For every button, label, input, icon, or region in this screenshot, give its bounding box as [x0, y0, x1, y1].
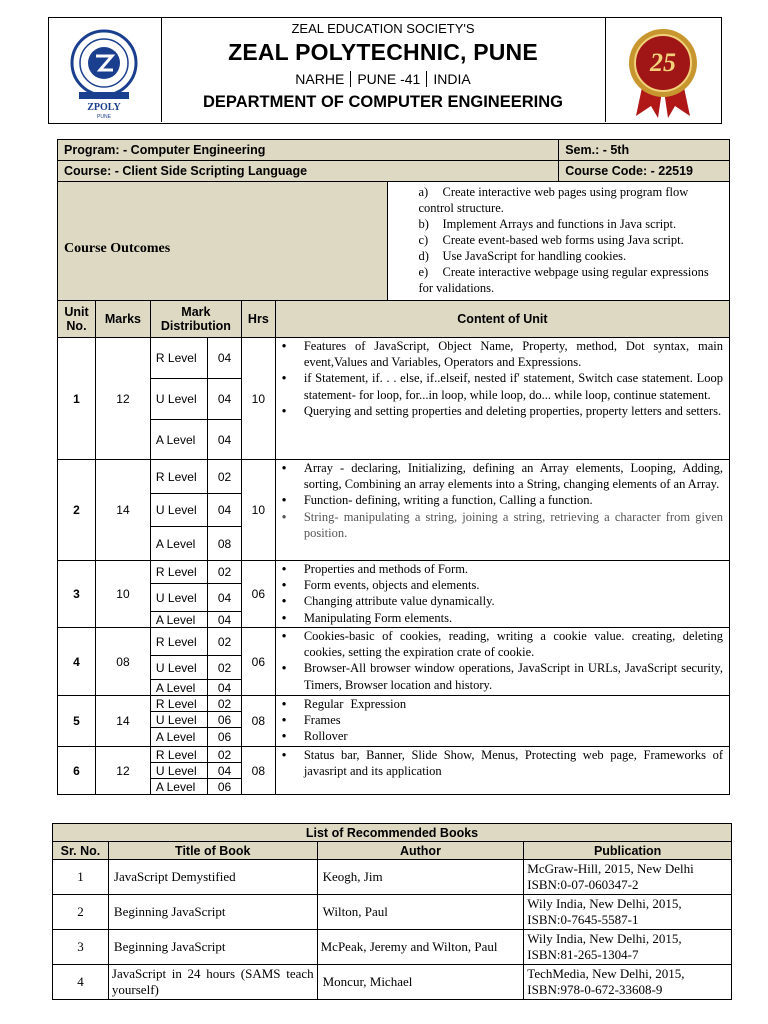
book-title: Beginning JavaScript	[108, 895, 317, 930]
svg-text:PUNE: PUNE	[97, 114, 111, 120]
book-publication: McGraw-Hill, 2015, New Delhi ISBN:0-07-060347-2	[524, 860, 732, 895]
unit-marks: 12	[95, 747, 150, 795]
unit-content	[275, 747, 729, 795]
book-row	[53, 860, 732, 895]
book-author: Moncur, Michael	[317, 965, 524, 1000]
content-item: • String- manipulating a string, joining a string, retrieving a character from given position.	[304, 509, 723, 541]
program-label: Program: - Computer Engineering	[58, 140, 559, 161]
level-name: R Level	[150, 696, 207, 712]
content-item: • Manipulating Form elements.	[304, 610, 723, 626]
content-item: • Status bar, Banner, Slide Show, Menus, Protecting web page, Frameworks of javasript and its application	[304, 747, 723, 779]
unit-hours: 08	[241, 747, 275, 795]
level-name: A Level	[150, 779, 207, 795]
level-value: 04	[207, 612, 241, 628]
outcome-item: b) Implement Arrays and functions in Java script.	[418, 217, 677, 231]
book-sr: 4	[53, 965, 109, 1000]
mark-distribution-header: Mark Distribution	[150, 301, 241, 338]
unit-number: 2	[58, 460, 96, 561]
unit-content	[275, 460, 729, 561]
unit-number: 1	[58, 338, 96, 460]
zeal-logo	[49, 18, 162, 122]
level-name: A Level	[150, 527, 207, 561]
semester-label: Sem.: - 5th	[559, 140, 730, 161]
unit-hours: 10	[241, 460, 275, 561]
unit-content-table	[57, 300, 730, 795]
level-value: 04	[207, 680, 241, 696]
book-sr: 3	[53, 930, 109, 965]
unit-number: 6	[58, 747, 96, 795]
book-title: Beginning JavaScript	[108, 930, 317, 965]
level-value: 02	[207, 656, 241, 680]
anniversary-medal-icon	[606, 18, 720, 120]
college-name: ZEAL POLYTECHNIC, PUNE	[228, 39, 538, 65]
content-item: • Regular Expression	[304, 696, 723, 712]
outcome-item: a) Create interactive web pages using program flow control structure.	[418, 185, 689, 215]
book-title: JavaScript in 24 hours (SAMS teach yourself)	[108, 965, 317, 1000]
level-name: U Level	[150, 494, 207, 527]
level-name: A Level	[150, 612, 207, 628]
sr-no-header: Sr. No.	[53, 842, 109, 860]
unit-marks: 10	[95, 561, 150, 628]
department-name: DEPARTMENT OF COMPUTER ENGINEERING	[203, 93, 563, 111]
address-part: PUNE -41	[357, 71, 421, 87]
level-value: 04	[207, 420, 241, 460]
publication-header: Publication	[524, 842, 732, 860]
level-name: R Level	[150, 561, 207, 584]
unit-content	[275, 696, 729, 747]
unit-hours: 06	[241, 628, 275, 696]
unit-number: 4	[58, 628, 96, 696]
book-sr: 2	[53, 895, 109, 930]
hrs-header: Hrs	[241, 301, 275, 338]
outcome-item: f) Create Menus and navigations in web Pages	[418, 298, 664, 312]
level-value: 04	[207, 763, 241, 779]
content-item: • Browser-All browser window operations, JavaScript in URLs, JavaScript security, Timers, Browser location and history.	[304, 660, 723, 692]
level-value: 04	[207, 338, 241, 379]
zeal-seal-icon	[49, 18, 159, 120]
unit-content	[275, 338, 729, 460]
level-value: 02	[207, 696, 241, 712]
book-row	[53, 965, 732, 1000]
content-item: • Querying and setting properties and deleting properties, property letters and setters.	[304, 403, 723, 419]
book-publication: TechMedia, New Delhi, 2015, ISBN:978-0-672-33608-9	[524, 965, 732, 1000]
content-item: • Changing attribute value dynamically.	[304, 593, 723, 609]
content-item: • Rollover	[304, 728, 723, 744]
book-author: Keogh, Jim	[317, 860, 524, 895]
level-value: 02	[207, 628, 241, 656]
book-author: Wilton, Paul	[317, 895, 524, 930]
level-value: 04	[207, 379, 241, 420]
svg-text:25: 25	[650, 48, 676, 77]
content-item: • Function- defining, writing a function, Calling a function.	[304, 492, 723, 508]
level-value: 02	[207, 747, 241, 763]
level-name: R Level	[150, 460, 207, 494]
svg-text:ZPOLY: ZPOLY	[87, 102, 121, 113]
course-outcomes-list	[388, 182, 730, 317]
anniversary-logo	[605, 18, 721, 122]
level-name: A Level	[150, 680, 207, 696]
level-name: U Level	[150, 584, 207, 612]
level-name: R Level	[150, 747, 207, 763]
college-address	[162, 71, 604, 87]
level-value: 06	[207, 712, 241, 728]
address-part: NARHE	[295, 71, 345, 87]
content-header: Content of Unit	[275, 301, 729, 338]
content-item: • Cookies-basic of cookies, reading, writing a cookie value. creating, deleting cookies, setting the expiration crate of cookie.	[304, 628, 723, 660]
content-item: • Form events, objects and elements.	[304, 577, 723, 593]
unit-hours: 08	[241, 696, 275, 747]
level-value: 04	[207, 584, 241, 612]
unit-no-header: Unit No.	[58, 301, 96, 338]
level-name: U Level	[150, 656, 207, 680]
book-publication: Wily India, New Delhi, 2015, ISBN:0-7645-5587-1	[524, 895, 732, 930]
level-value: 04	[207, 494, 241, 527]
book-row	[53, 895, 732, 930]
recommended-books-table	[52, 823, 732, 1000]
unit-content	[275, 561, 729, 628]
level-name: U Level	[150, 763, 207, 779]
level-name: A Level	[150, 420, 207, 460]
level-name: U Level	[150, 712, 207, 728]
level-value: 02	[207, 460, 241, 494]
level-value: 02	[207, 561, 241, 584]
content-item: • Frames	[304, 712, 723, 728]
content-item: • Properties and methods of Form.	[304, 561, 723, 577]
outcome-item: c) Create event-based web forms using Java script.	[418, 233, 684, 247]
level-name: R Level	[150, 338, 207, 379]
level-value: 06	[207, 728, 241, 747]
book-publication: Wily India, New Delhi, 2015, ISBN:81-265-1304-7	[524, 930, 732, 965]
level-name: R Level	[150, 628, 207, 656]
society-name: ZEAL EDUCATION SOCIETY'S	[291, 21, 475, 36]
books-table-title: List of Recommended Books	[53, 824, 732, 842]
book-row	[53, 930, 732, 965]
level-name: A Level	[150, 728, 207, 747]
content-item: • Array - declaring, Initializing, defining an Array elements, Looping, Adding, sorting, Combining an array elements into a String, changing elements of an Array.	[304, 460, 723, 492]
level-value: 08	[207, 527, 241, 561]
book-title: JavaScript Demystified	[108, 860, 317, 895]
book-author: McPeak, Jeremy and Wilton, Paul	[317, 930, 524, 965]
author-header: Author	[317, 842, 524, 860]
unit-hours: 06	[241, 561, 275, 628]
unit-number: 5	[58, 696, 96, 747]
outcome-item: d) Use JavaScript for handling cookies.	[418, 249, 627, 263]
unit-content	[275, 628, 729, 696]
marks-header: Marks	[95, 301, 150, 338]
unit-marks: 14	[95, 696, 150, 747]
address-part: INDIA	[433, 71, 471, 87]
unit-marks: 08	[95, 628, 150, 696]
unit-hours: 10	[241, 338, 275, 460]
book-title-header: Title of Book	[108, 842, 317, 860]
level-name: U Level	[150, 379, 207, 420]
unit-number: 3	[58, 561, 96, 628]
level-value: 06	[207, 779, 241, 795]
book-sr: 1	[53, 860, 109, 895]
course-label: Course: - Client Side Scripting Language	[58, 161, 559, 182]
program-info-table	[57, 139, 730, 317]
unit-marks: 12	[95, 338, 150, 460]
content-item: • if Statement, if. . . else, if..elseif, nested if' statement, Switch case statement. Loop statement- for loop, for...in loop, while loop, do... while loop, continue statement.	[304, 370, 723, 402]
course-code-label: Course Code: - 22519	[559, 161, 730, 182]
letterhead	[48, 17, 722, 124]
unit-marks: 14	[95, 460, 150, 561]
outcome-item: e) Create interactive webpage using regular expressions for validations.	[418, 265, 709, 295]
content-item: • Features of JavaScript, Object Name, Property, method, Dot syntax, main event,Values and Variables, Operators and Expressions.	[304, 338, 723, 370]
course-outcomes-label: Course Outcomes	[58, 182, 388, 317]
